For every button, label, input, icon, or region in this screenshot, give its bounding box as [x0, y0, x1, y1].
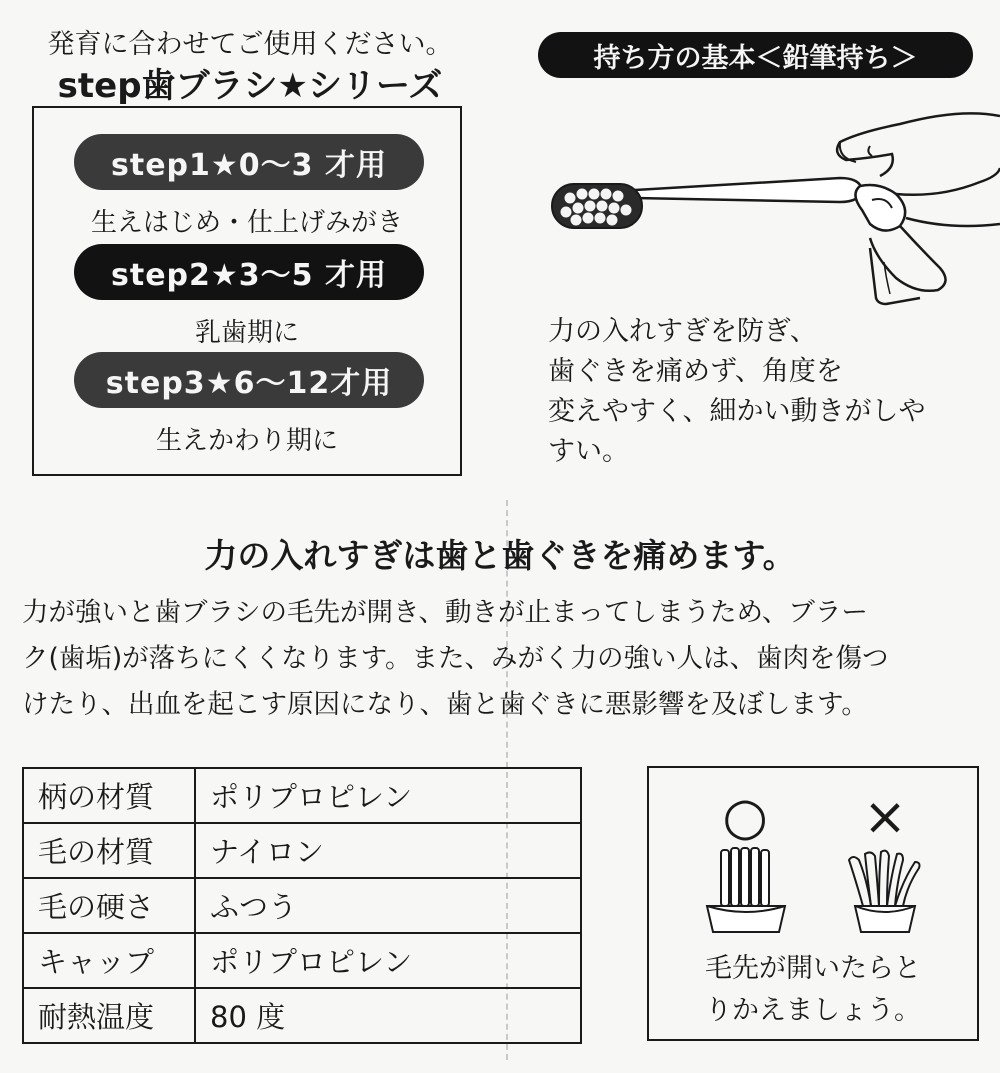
holding-description-line: 変えやすく、細かい動きがしや — [548, 396, 926, 427]
step3-description: 生えかわり期に — [155, 426, 338, 456]
series-title: step歯ブラシ★シリーズ — [57, 66, 443, 106]
spec-value: ポリプロピレン — [195, 768, 581, 823]
step2-description: 乳歯期に — [194, 318, 299, 348]
splayed-bristles-icon — [849, 851, 920, 932]
spec-key: 柄の材質 — [23, 768, 195, 823]
spec-key: 毛の材質 — [23, 823, 195, 878]
warning-body-line: ク(歯垢)が落ちにくくなります。また、みがく力の強い人は、歯肉を傷つ — [22, 643, 889, 674]
warning-body — [22, 590, 982, 728]
step1-description: 生えはじめ・仕上げみがき — [90, 208, 403, 238]
spec-value: ポリプロピレン — [195, 933, 581, 988]
warning-body-line: 力が強いと歯ブラシの毛先が開き、動きが止まってしまうため、ブラー — [22, 597, 868, 628]
replace-instruction — [649, 948, 977, 1032]
intro-text: 発育に合わせてご使用ください。 — [47, 29, 453, 60]
replace-instruction-line: りかえましょう。 — [705, 995, 921, 1026]
replace-guide-box — [647, 766, 979, 1041]
straight-bristles-icon — [707, 848, 785, 932]
holding-description-line: すい。 — [548, 436, 629, 467]
spec-value: ふつう — [195, 878, 581, 933]
step2-badge: step2★3～5 才用 — [74, 244, 424, 300]
toothbrush-hand-icon — [540, 98, 1000, 313]
holding-description-line: 力の入れすぎを防ぎ、 — [548, 316, 817, 347]
bristle-comparison-icon — [649, 768, 981, 948]
spec-key: 耐熱温度 — [23, 988, 195, 1043]
step3-badge: step3★6～12才用 — [74, 352, 424, 408]
warning-body-line: けたり、出血を起こす原因になり、歯と歯ぐきに悪影響を及ぼします。 — [22, 689, 868, 720]
spec-table — [22, 767, 582, 1044]
holding-description-line: 歯ぐきを痛めず、角度を — [548, 356, 843, 387]
table-row — [23, 933, 581, 988]
warning-heading: 力の入れすぎは歯と歯ぐきを痛めます。 — [204, 536, 796, 575]
bad-mark-icon: × — [863, 787, 907, 847]
table-row — [23, 988, 581, 1043]
spec-key: キャップ — [23, 933, 195, 988]
spec-value: 80 度 — [195, 988, 581, 1043]
spec-value: ナイロン — [195, 823, 581, 878]
table-row — [23, 878, 581, 933]
table-row — [23, 823, 581, 878]
step-series-box — [32, 106, 462, 476]
table-row — [23, 768, 581, 823]
step1-badge: step1★0～3 才用 — [74, 134, 424, 190]
good-mark-icon: ○ — [722, 787, 768, 847]
holding-title-badge: 持ち方の基本＜鉛筆持ち＞ — [538, 32, 973, 78]
holding-description — [548, 312, 988, 472]
spec-key: 毛の硬さ — [23, 878, 195, 933]
replace-instruction-line: 毛先が開いたらと — [705, 953, 921, 984]
